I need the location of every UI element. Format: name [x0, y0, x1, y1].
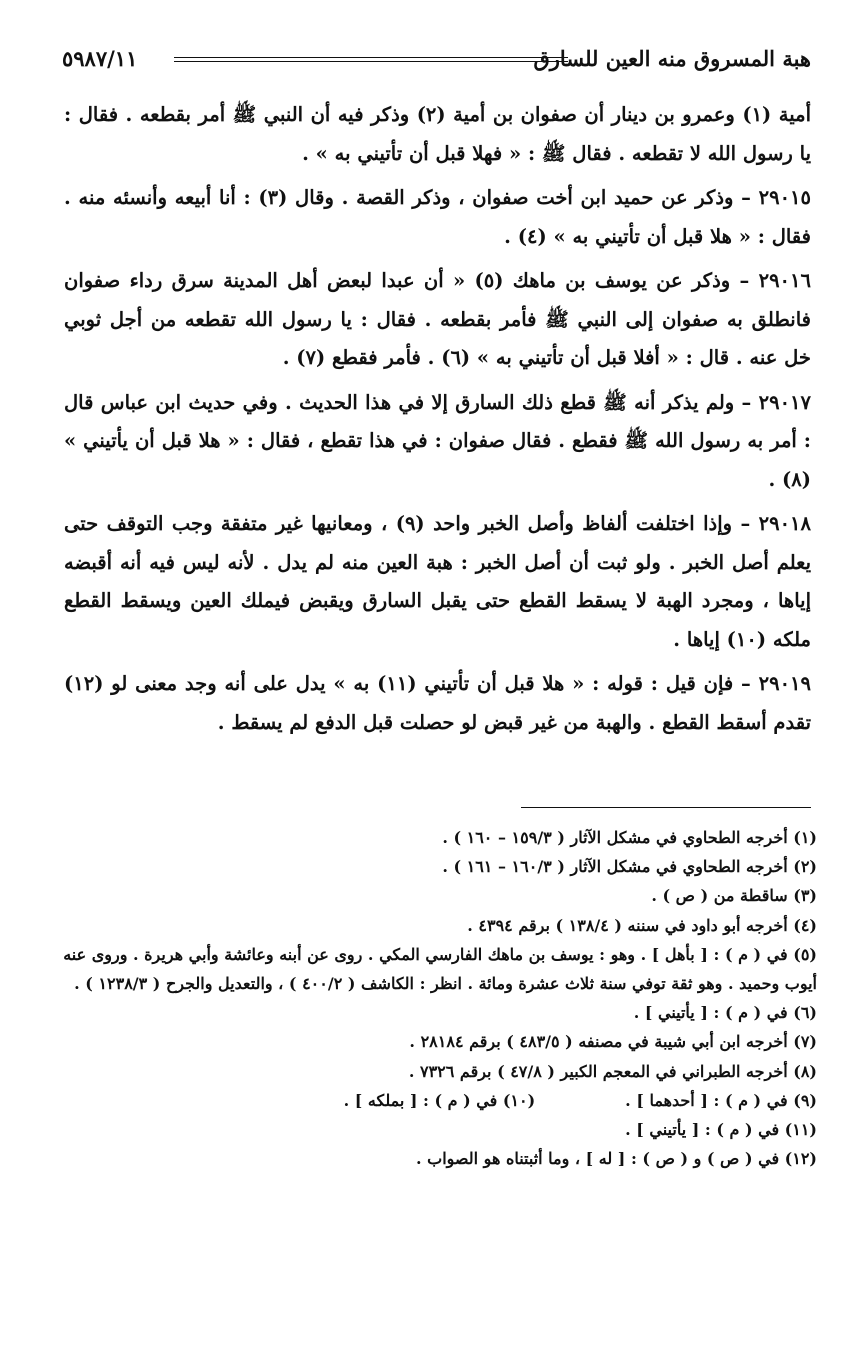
footnote: (٩) في ( م ) : [ أحدهما ] .: [625, 1090, 817, 1110]
footnote: (٥) في ( م ) : [ بأهل ] . وهو : يوسف بن ماهك الفارسي المكي . روى عن أبنه وعائشة وأبي هريرة . وروى عنه أيوب وحميد . وهو ثقة توفي سنة ثلاث عشرة ومائة . انظر : الكاشف ( ٤٠٠/٢ ) ، والتعديل والجرح ( ١٢٣٨/٣ ) .: [63, 944, 817, 994]
footnote: (٣) ساقطة من ( ص ) .: [651, 886, 817, 906]
footnote: (١٢) في ( ص ) و ( ص ) : [ له ] ، وما أثبتناه هو الصواب .: [416, 1149, 817, 1169]
paragraph: ٢٩٠١٨ – وإذا اختلفت ألفاظ وأصل الخبر واحد (٩) ، ومعانيها غير متفقة وجب التوقف حتى يعلم أصل الخبر . ولو ثبت أن أصل الخبر : هبة العين منه لم يدل . لأنه ليس فيه أنه أقبضه إياها ، ومجرد الهبة لا يسقط القطع حتى يقبل السارق ويقبض فيملك العين ويسقط القطع ملكه (١٠) إياها .: [64, 512, 811, 651]
header-rule: [174, 57, 568, 62]
footnote: (٤) أخرجه أبو داود في سننه ( ١٣٨/٤ ) برقم ٤٣٩٤ .: [467, 915, 817, 935]
footnote: (١) أخرجه الطحاوي في مشكل الآثار ( ١٥٩/٣ – ١٦٠ ) .: [442, 828, 817, 847]
footnotes: [60, 823, 817, 1173]
footnote-pair: [60, 1086, 817, 1115]
footnote: (١١) في ( م ) : [ يأتيني ] .: [625, 1120, 817, 1140]
running-header: [62, 46, 811, 76]
page-number: ٥٩٨٧/١١: [62, 46, 138, 71]
paragraph: ٢٩٠١٥ – وذكر عن حميد ابن أخت صفوان ، وذكر القصة . وقال (٣) : أنا أبيعه وأنسئه منه . فقال : « هلا قبل أن تأتيني به » (٤) .: [64, 186, 811, 248]
paragraph: ٢٩٠١٦ – وذكر عن يوسف بن ماهك (٥) « أن عبدا لبعض أهل المدينة سرق رداء صفوان فانطلق به صفوان إلى النبي ﷺ فأمر بقطعه . فقال : يا رسول الله تقطعه من أجل ثوبي خل عنه . قال : « أفلا قبل أن تأتيني به » (٦) . فأمر فقطع (٧) .: [64, 269, 811, 369]
paragraph: ٢٩٠١٩ – فإن قيل : قوله : « هلا قبل أن تأتيني (١١) به » يدل على أنه وجد معنى لو (١٢) تقدم أسقط القطع . والهبة من غير قبض لو حصلت قبل الدفع لم يسقط .: [64, 672, 811, 734]
footnote: (٦) في ( م ) : [ يأتيني ] .: [633, 1003, 817, 1023]
footnote: (٢) أخرجه الطحاوي في مشكل الآثار ( ١٦٠/٣ – ١٦١ ) .: [442, 857, 817, 877]
header-title: هبة المسروق منه العين للسارق: [533, 46, 811, 71]
footnote-separator: [521, 807, 811, 808]
footnote: (٨) أخرجه الطبراني في المعجم الكبير ( ٤٧/٨ ) برقم ٧٣٢٦ .: [408, 1061, 817, 1081]
footnote: (٧) أخرجه ابن أبي شيبة في مصنفه ( ٤٨٣/٥ ) برقم ٢٨١٨٤ .: [409, 1032, 817, 1052]
paragraph: أمية (١) وعمرو بن دينار أن صفوان بن أمية (٢) وذكر فيه أن النبي ﷺ أمر بقطعه . فقال : يا رسول الله لا تقطعه . فقال ﷺ : « فهلا قبل أن تأتيني به » .: [64, 103, 811, 165]
footnote: (١٠) في ( م ) : [ بملكه ] .: [343, 1090, 536, 1110]
main-text: [64, 96, 811, 748]
paragraph: ٢٩٠١٧ – ولم يذكر أنه ﷺ قطع ذلك السارق إلا في هذا الحديث . وفي حديث ابن عباس قال : أمر به رسول الله ﷺ فقطع . فقال صفوان : في هذا تقطع ، فقال : « هلا قبل أن يأتيني » (٨) .: [64, 390, 811, 491]
